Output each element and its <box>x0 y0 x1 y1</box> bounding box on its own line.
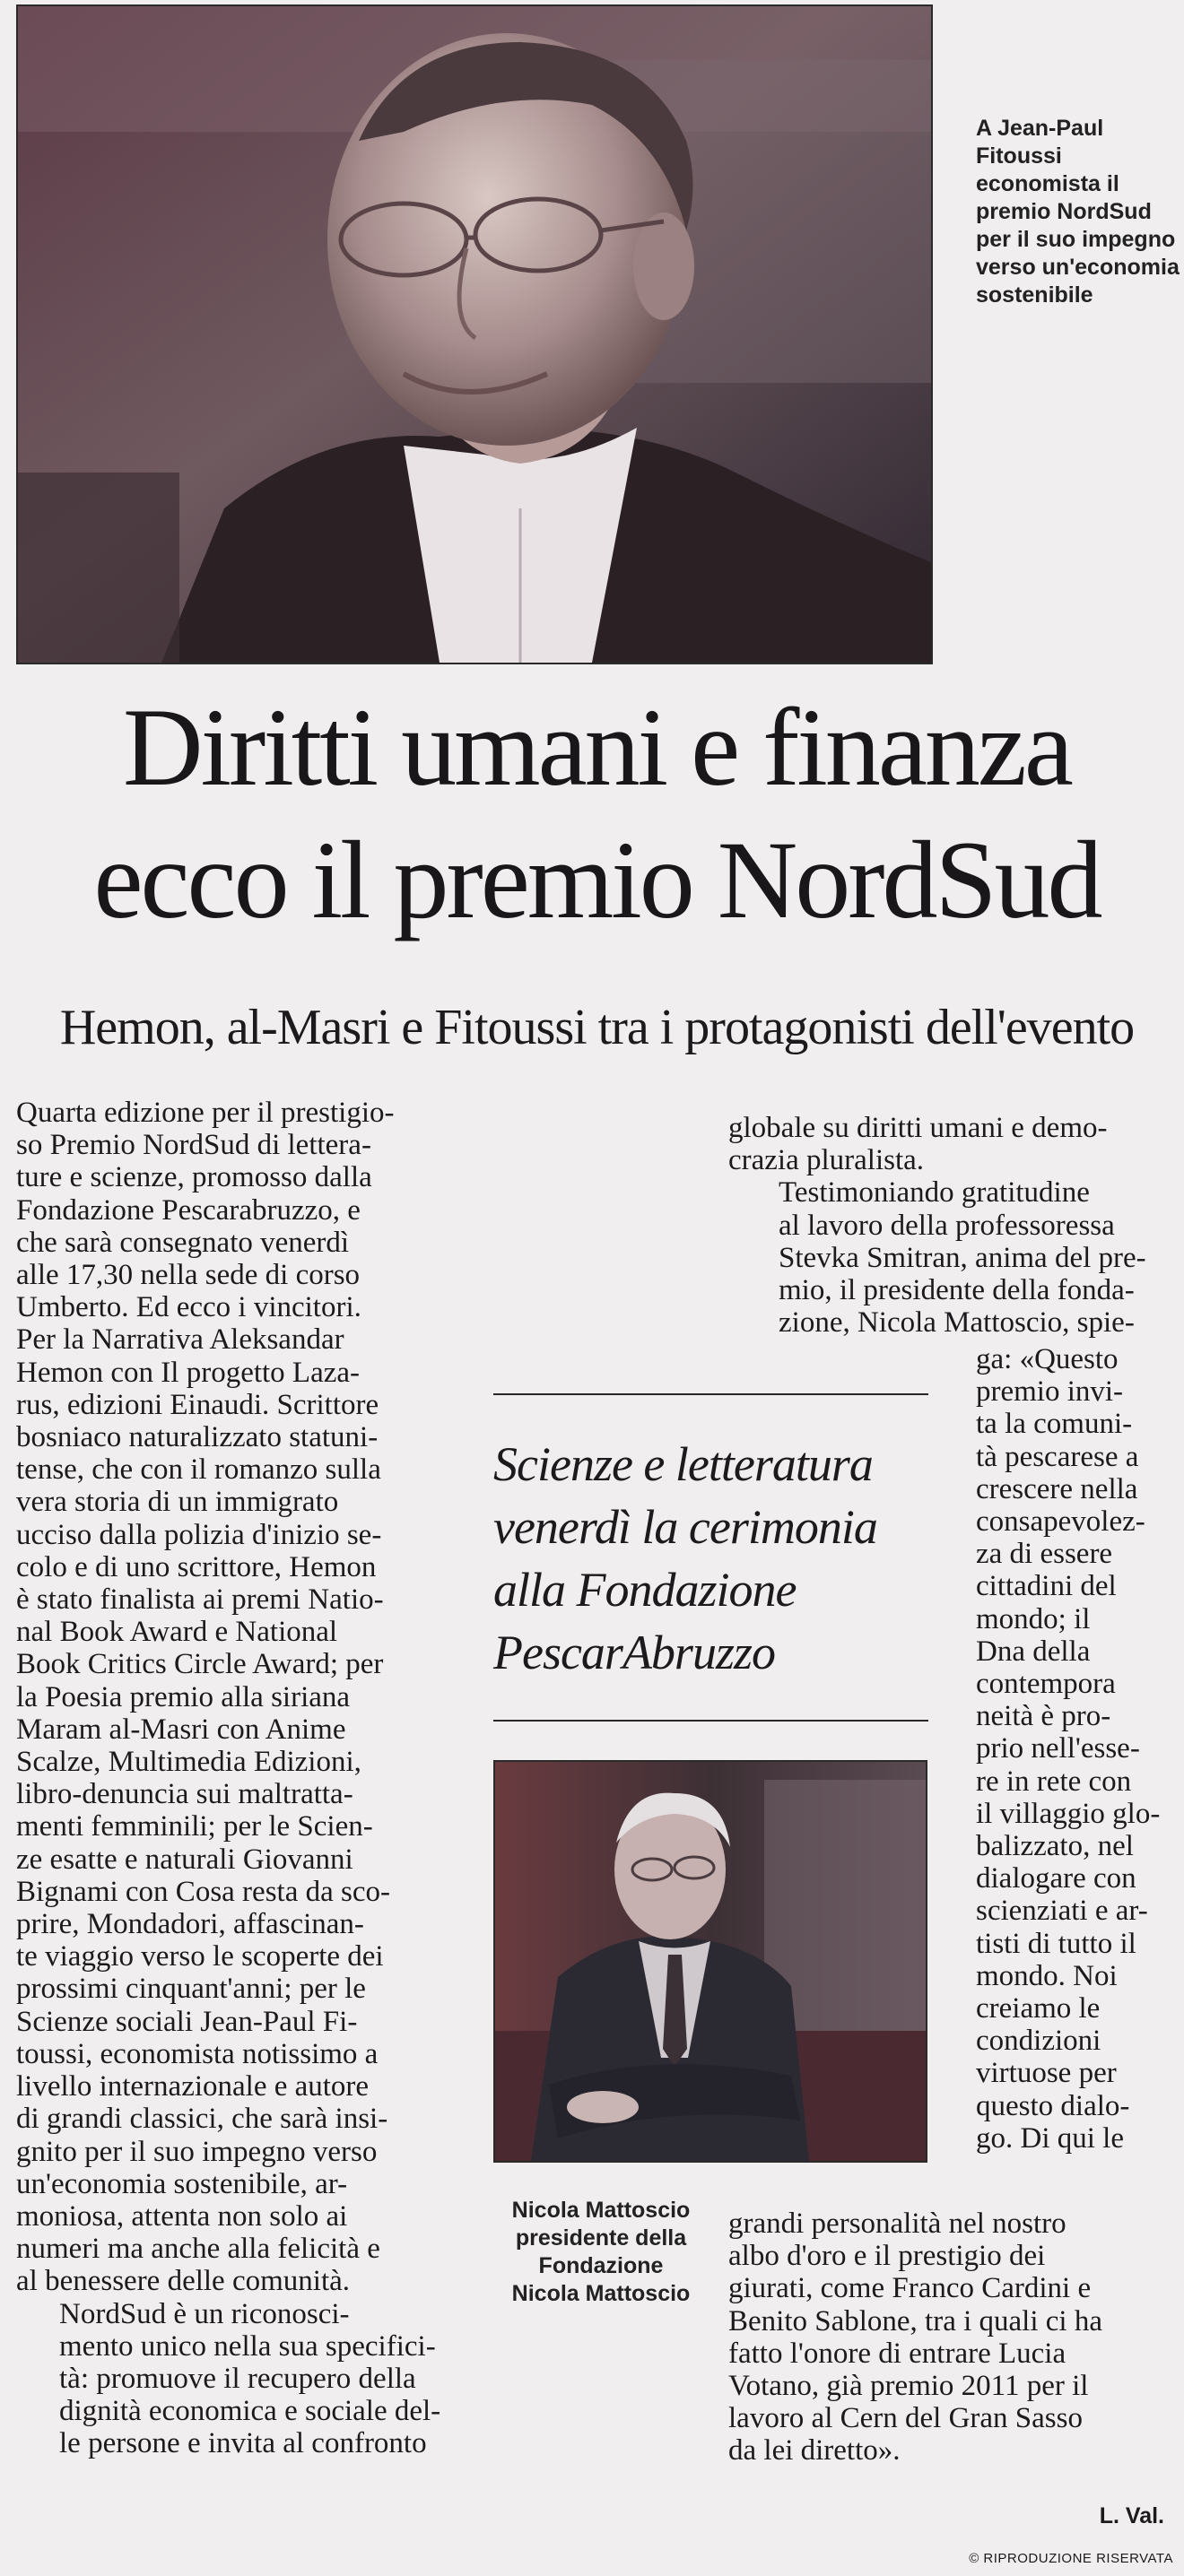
text-line: Scienze sociali Jean-Paul Fi- <box>16 2005 358 2038</box>
text-line: balizzato, nel <box>976 1830 1134 1863</box>
text-line: bosniaco naturalizzato statuni- <box>16 1421 379 1454</box>
text-line: dignità economica e sociale del- <box>59 2395 441 2428</box>
text-line: gnito per il suo impegno verso <box>16 2135 378 2168</box>
article-column-right-narrow <box>976 1343 1166 2155</box>
text-line: albo d'oro e il prestigio dei <box>728 2240 1046 2273</box>
text-line: Fondazione Pescarabruzzo, e <box>16 1193 361 1227</box>
text-line: Votano, già premio 2011 per il <box>728 2370 1089 2403</box>
text-line: Hemon con Il progetto Laza- <box>16 1356 361 1389</box>
divider <box>493 1720 928 1722</box>
text-line: fatto l'onore di entrare Lucia <box>728 2337 1066 2370</box>
text-line: al benessere delle comunità. <box>16 2265 351 2298</box>
text-line: di grandi classici, che sarà insi- <box>16 2103 388 2136</box>
pull-quote-line: Scienze e letteratura <box>493 1437 873 1491</box>
article-column-right <box>728 1112 1166 1340</box>
copyright-notice: © RIPRODUZIONE RISERVATA <box>969 2551 1173 2566</box>
paragraph <box>728 2207 1166 2468</box>
text-line: Testimoniando gratitudine <box>779 1176 1090 1210</box>
text-line: cittadini del <box>976 1570 1117 1603</box>
fitoussi-photo <box>16 4 933 664</box>
text-line: ta la comuni- <box>976 1408 1133 1441</box>
text-line: menti femminili; per le Scien- <box>16 1810 373 1843</box>
pull-quote-line: alla Fondazione <box>493 1563 797 1617</box>
article-column-right-bottom <box>728 2207 1166 2468</box>
text-line: che sarà consegnato venerdì <box>16 1226 350 1259</box>
text-line: Maram al-Masri con Anime <box>16 1713 346 1746</box>
text-line: condizioni <box>976 2025 1101 2058</box>
text-line: crazia pluralista. <box>728 1144 925 1177</box>
text-line: Benito Sablone, tra i quali ci ha <box>728 2304 1102 2337</box>
text-line: prio nell'esse- <box>976 1732 1140 1765</box>
paragraph <box>16 1097 448 2298</box>
text-line: giurati, come Franco Cardini e <box>728 2272 1092 2305</box>
text-line: Stevka Smitran, anima del pre- <box>779 1241 1146 1274</box>
text-line: dialogare con <box>976 1862 1136 1895</box>
pull-quote-line: PescarAbruzzo <box>493 1626 775 1679</box>
text-line: prire, Mondadori, affascinan- <box>16 1908 364 1941</box>
paragraph <box>736 1176 1166 1339</box>
text-line: tà: promuove il recupero della <box>59 2362 416 2395</box>
paragraph <box>728 1112 1166 1176</box>
text-line: un'economia sostenibile, ar- <box>16 2167 348 2200</box>
photo-bottom-caption: Nicola Mattoscio presidente della Fondazione Nicola Mattoscio <box>511 2198 691 2306</box>
text-line: Quarta edizione per il prestigio- <box>16 1097 395 1129</box>
text-line: mio, il presidente della fonda- <box>779 1274 1135 1307</box>
text-line: questo dialo- <box>976 2089 1130 2122</box>
text-line: Book Critics Circle Award; per <box>16 1648 384 1681</box>
text-line: globale su diritti umani e demo- <box>728 1112 1108 1144</box>
text-line: go. Di qui le <box>976 2121 1124 2155</box>
text-line: neità è pro- <box>976 1700 1111 1733</box>
text-line: moniosa, attenta non solo ai <box>16 2199 348 2233</box>
text-line: nal Book Award e National <box>16 1616 338 1649</box>
text-line: al lavoro della professoressa <box>779 1209 1115 1242</box>
text-line: mondo. Noi <box>976 1959 1118 1992</box>
text-line: za di essere <box>976 1538 1113 1571</box>
byline: L. Val. <box>1099 2503 1164 2528</box>
pull-quote-line: venerdì la cerimonia <box>493 1500 877 1554</box>
headline <box>16 681 1178 947</box>
text-line: tà pescarese a <box>976 1440 1139 1473</box>
text-line: colo e di uno scrittore, Hemon <box>16 1550 377 1583</box>
text-line: virtuose per <box>976 2057 1117 2090</box>
text-line: la Poesia premio alla siriana <box>16 1680 351 1713</box>
subheadline: Hemon, al-Masri e Fitoussi tra i protagonisti dell'evento <box>59 1000 1135 1055</box>
text-line: ture e scienze, promosso dalla <box>16 1161 372 1194</box>
text-line: è stato finalista ai premi Natio- <box>16 1583 384 1617</box>
text-line: tense, che con il romanzo sulla <box>16 1453 381 1487</box>
text-line: mondo; il <box>976 1602 1091 1635</box>
text-line: zione, Nicola Mattoscio, spie- <box>779 1306 1135 1340</box>
text-line: tisti di tutto il <box>976 1927 1136 1960</box>
text-line: prossimi cinquant'anni; per le <box>16 1973 366 2006</box>
paragraph <box>976 1343 1166 2155</box>
text-line: lavoro al Cern del Gran Sasso <box>728 2402 1083 2435</box>
text-line: ga: «Questo <box>976 1343 1119 1375</box>
text-line: consapevolez- <box>976 1505 1145 1539</box>
pull-quote <box>493 1433 933 1684</box>
mattoscio-photo <box>493 1760 927 2163</box>
text-line: le persone e invita al confronto <box>59 2427 427 2460</box>
divider <box>493 1393 928 1395</box>
text-line: scienziati e ar- <box>976 1895 1148 1928</box>
text-line: livello internazionale e autore <box>16 2070 370 2103</box>
paragraph <box>16 2298 448 2460</box>
text-line: Per la Narrativa Aleksandar <box>16 1323 344 1357</box>
text-line: numeri ma anche alla felicità e <box>16 2233 380 2266</box>
text-line: Dna della <box>976 1635 1091 1668</box>
text-line: creiamo le <box>976 1992 1101 2025</box>
text-line: Scalze, Multimedia Edizioni, <box>16 1746 361 1779</box>
text-line: NordSud è un riconosci- <box>59 2297 350 2330</box>
text-line: toussi, economista notissimo a <box>16 2037 379 2070</box>
text-line: il villaggio glo- <box>976 1797 1161 1830</box>
photo-top-caption: A Jean-Paul Fitoussi economista il premio NordSud per il suo impegno verso un'economia sostenibile <box>976 116 1180 308</box>
text-line: contempora <box>976 1668 1116 1701</box>
text-line: vera storia di un immigrato <box>16 1486 339 1519</box>
headline-line: ecco il premio NordSud <box>93 819 1101 941</box>
text-line: libro-denuncia sui maltratta- <box>16 1778 353 1811</box>
text-line: grandi personalità nel nostro <box>728 2207 1066 2240</box>
headline-line: Diritti umani e finanza <box>123 686 1071 809</box>
text-line: so Premio NordSud di lettera- <box>16 1129 371 1162</box>
text-line: re in rete con <box>976 1765 1132 1798</box>
text-line: te viaggio verso le scoperte dei <box>16 1940 384 1973</box>
text-line: crescere nella <box>976 1472 1138 1505</box>
text-line: mento unico nella sua specifici- <box>59 2329 436 2363</box>
text-line: alle 17,30 nella sede di corso <box>16 1259 361 1292</box>
text-line: premio invi- <box>976 1375 1124 1409</box>
text-line: ze esatte e naturali Giovanni <box>16 1843 353 1876</box>
article-column-left <box>16 1097 448 2460</box>
text-line: ucciso dalla polizia d'inizio se- <box>16 1518 382 1551</box>
text-line: rus, edizioni Einaudi. Scrittore <box>16 1388 379 1421</box>
text-line: da lei diretto». <box>728 2434 901 2468</box>
text-line: Umberto. Ed ecco i vincitori. <box>16 1291 361 1324</box>
text-line: Bignami con Cosa resta da sco- <box>16 1875 390 1908</box>
